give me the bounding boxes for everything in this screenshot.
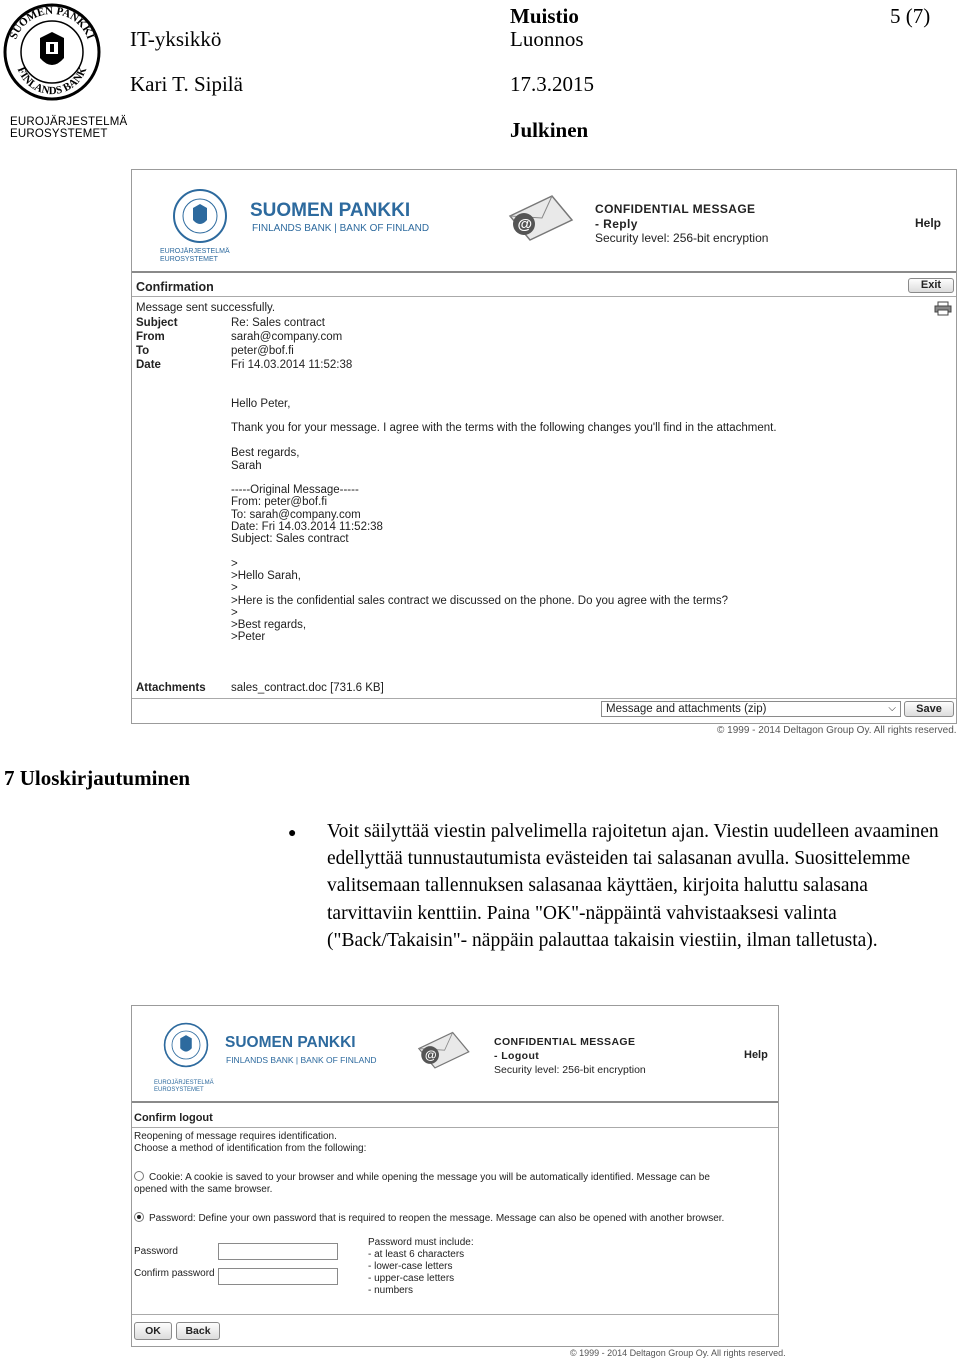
cookie-radio[interactable] [134, 1171, 144, 1181]
body-line: To: sarah@company.com [231, 509, 361, 521]
brand-name: SUOMEN PANKKI [225, 1034, 356, 1051]
body-line: >Best regards, [231, 619, 307, 631]
attachment-link[interactable]: sales_contract.doc [731.6 KB] [231, 682, 384, 694]
svg-text:@: @ [424, 1048, 437, 1063]
body-line: >Peter [231, 631, 266, 643]
subject-label: Subject [136, 317, 178, 329]
body-line: Best regards, [231, 447, 300, 459]
bank-seal-small-icon [158, 1020, 214, 1070]
header-status: Luonnos [510, 27, 584, 51]
section-title: Confirmation [136, 280, 214, 294]
intro-line-2: Choose a method of identification from the following: [134, 1143, 367, 1154]
password-rule: - at least 6 characters [368, 1249, 465, 1260]
message-subheading: - Reply [595, 217, 638, 231]
help-link[interactable]: Help [915, 216, 942, 230]
bullet-icon: ● [288, 826, 297, 841]
password-rules [368, 1237, 474, 1297]
section-divider [132, 296, 956, 297]
date-label: Date [136, 359, 161, 371]
ok-button[interactable]: OK [134, 1322, 172, 1340]
from-value: sarah@company.com [231, 331, 343, 343]
bank-seal-icon [2, 2, 102, 114]
svg-text:@: @ [517, 216, 533, 233]
confirm-password-label: Confirm password [134, 1268, 215, 1279]
password-label: Password [134, 1246, 178, 1257]
brand-subtitle: FINLANDS BANK | BANK OF FINLAND [226, 1055, 377, 1065]
password-option[interactable] [134, 1212, 724, 1224]
body-line: > [231, 607, 238, 619]
to-label: To [136, 345, 150, 357]
exit-button[interactable]: Exit [908, 278, 954, 293]
body-line: > [231, 582, 238, 594]
svg-text:SUOMEN PANKKI: SUOMEN PANKKI [7, 4, 97, 41]
printer-icon[interactable] [934, 301, 952, 316]
header-date: 17.3.2015 [510, 72, 594, 96]
to-value: peter@bof.fi [231, 345, 294, 357]
body-line: >Hello Sarah, [231, 570, 301, 582]
cookie-option-text-2: opened with the same browser. [134, 1184, 273, 1195]
save-button[interactable]: Save [904, 701, 954, 717]
back-button[interactable]: Back [176, 1322, 220, 1340]
save-format-value: Message and attachments (zip) [606, 703, 767, 715]
section-heading: 7 Uloskirjautuminen [4, 766, 191, 790]
brand-subtitle: FINLANDS BANK | BANK OF FINLAND [252, 223, 430, 234]
subject-value: Re: Sales contract [231, 317, 325, 329]
brand-name: SUOMEN PANKKI [250, 200, 411, 221]
password-rule: - numbers [368, 1285, 414, 1296]
password-rules-title: Password must include: [368, 1237, 474, 1248]
password-radio[interactable] [134, 1212, 144, 1222]
body-line: > [231, 558, 238, 570]
copyright-2: © 1999 - 2014 Deltagon Group Oy. All rights reserved. [570, 1348, 786, 1358]
header-divider [132, 271, 956, 273]
message-heading: CONFIDENTIAL MESSAGE [595, 202, 756, 216]
password-option-text: Password: Define your own password that is required to reopen the message. Message can also be opened with another browser. [149, 1213, 725, 1224]
envelope-at-icon [414, 1030, 472, 1072]
brand-eurosystem: EUROJÄRJESTELMÄ EUROSYSTEMET [154, 1080, 214, 1093]
attachments-label: Attachments [136, 682, 206, 694]
footer-divider [132, 1314, 778, 1315]
footer-divider [132, 698, 956, 699]
cookie-option-text: Cookie: A cookie is saved to your browser and while opening the message you will be automatically identified. Message can be [149, 1172, 710, 1183]
message-heading: CONFIDENTIAL MESSAGE [494, 1036, 636, 1048]
body-line: -----Original Message----- [231, 484, 359, 496]
password-input[interactable] [218, 1243, 338, 1260]
security-level: Security level: 256-bit encryption [494, 1064, 646, 1076]
envelope-at-icon [504, 194, 576, 244]
body-line: Thank you for your message. I agree with the terms with the following changes you'll find in the attachment. [231, 422, 777, 434]
instruction-paragraph: Voit säilyttää viestin palvelimella rajoitetun ajan. Viestin uudelleen avaaminen edellyttää tunnustautumista evästeiden tai salasanan avulla. Suosittelemme valitsemaan tallennuksen salasanaa käyttäen, kirjoita haluttu salasana tarvittaviin kenttiin. Paina "OK"-näppäintä vahvistaaksesi valinta ("Back/Takaisin"- näppäin palauttaa takaisin viestiin, ilman talletusta). [327, 821, 939, 951]
copyright-1: © 1999 - 2014 Deltagon Group Oy. All rights reserved. [717, 725, 957, 736]
message-subheading: - Logout [494, 1050, 540, 1062]
reply-confirmation-screenshot [131, 169, 957, 724]
cookie-option[interactable] [134, 1171, 710, 1183]
security-level: Security level: 256-bit encryption [595, 231, 769, 245]
header-page-number: 5 (7) [890, 4, 931, 28]
help-link[interactable]: Help [744, 1049, 768, 1061]
body-line: From: peter@bof.fi [231, 496, 328, 508]
logout-confirmation-screenshot [131, 1005, 779, 1347]
svg-text:FINLANDS BANK: FINLANDS BANK [14, 65, 90, 98]
header-classification: Julkinen [510, 118, 589, 142]
header-divider [132, 1101, 778, 1103]
brand-eurosystem: EUROJÄRJESTELMÄ EUROSYSTEMET [160, 248, 230, 263]
success-message: Message sent successfully. [136, 302, 276, 314]
body-line: Subject: Sales contract [231, 533, 349, 545]
body-line: Hello Peter, [231, 398, 291, 410]
bank-seal-small-icon [166, 186, 234, 246]
bank-seal-logo [2, 2, 128, 140]
confirm-password-input[interactable] [218, 1268, 338, 1285]
body-line: >Here is the confidential sales contract we discussed on the phone. Do you agree with the terms? [231, 595, 729, 607]
chevron-down-icon: ⌵ [888, 703, 896, 714]
from-label: From [136, 331, 165, 343]
header-unit: IT-yksikkö [130, 27, 222, 51]
eurosystem-label: EUROJÄRJESTELMÄ EUROSYSTEMET [10, 116, 128, 140]
body-line: Date: Fri 14.03.2014 11:52:38 [231, 521, 383, 533]
body-line: Sarah [231, 460, 262, 472]
password-rule: - upper-case letters [368, 1273, 455, 1284]
section-title: Confirm logout [134, 1112, 213, 1124]
save-format-select[interactable] [601, 701, 901, 717]
header-doc-type: Muistio [510, 4, 579, 28]
intro-line-1: Reopening of message requires identification. [134, 1131, 337, 1142]
date-value: Fri 14.03.2014 11:52:38 [231, 359, 353, 371]
section-divider [132, 1127, 778, 1128]
password-rule: - lower-case letters [368, 1261, 453, 1272]
header-author: Kari T. Sipilä [130, 72, 243, 96]
